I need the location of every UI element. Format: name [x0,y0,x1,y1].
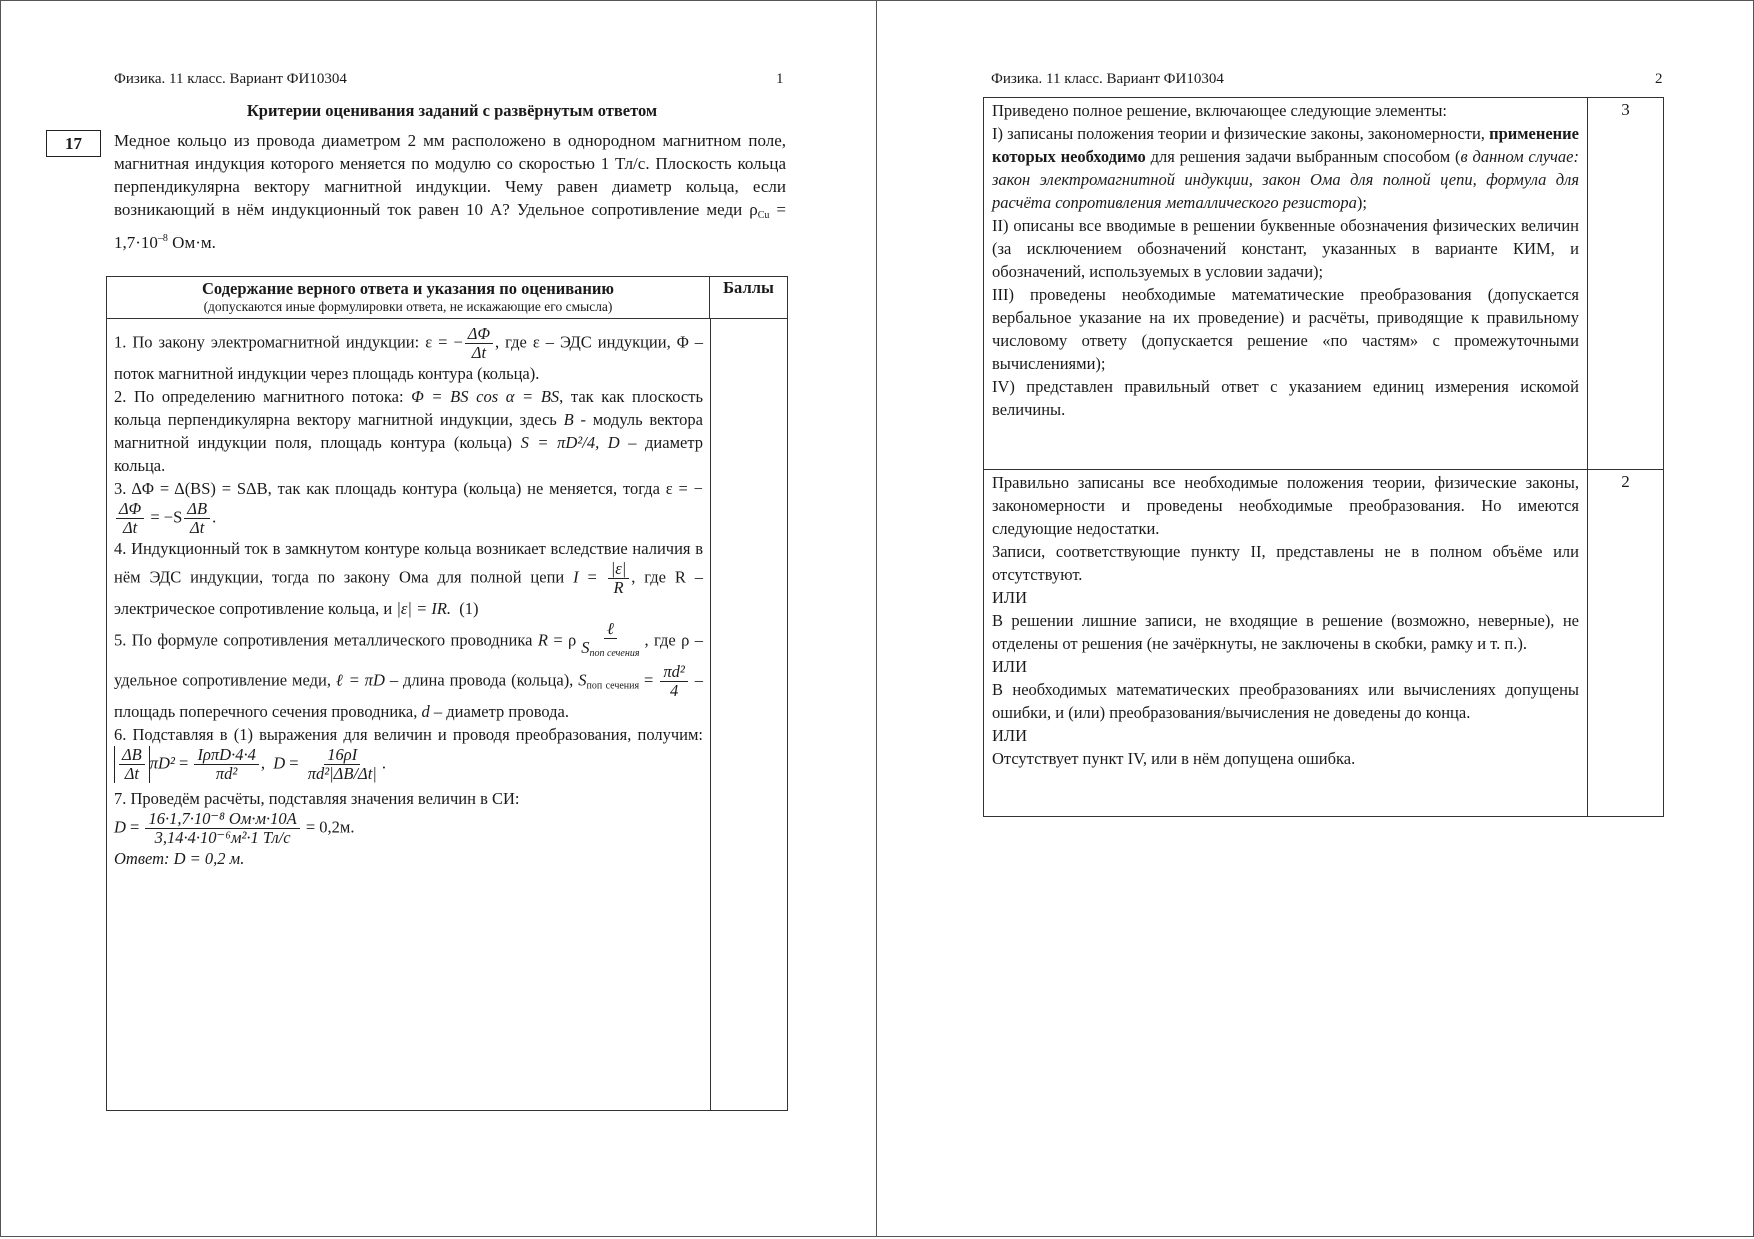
step-1: 1. По закону электромагнитной индукции: ε = − $\frac{\Delta\Phi}{\Delta t}$ , где ε – ЭДС индукции, Φ – поток магнитной индукции через площадь контура (кольца). [114,324,704,383]
task-number-box: 17 [46,130,101,157]
criteria-row-3-points: Приведено полное решение, включающее следующие элементы: I) записаны положения теории и физические законы, закономерности, применение которых необходимо для решения задачи выбранным способом (в данном случае: закон электромагнитной индукции, закон Ома для полной цепи, формула для расчёта сопротивления металлического резистора); II) описаны все вводимые в решении буквенные обозначения физических величин (за исключением обозначений констант, указанных в варианте КИМ, и обозначений, используемых в условии задачи); III) проведены необходимые математические преобразования (допускается вербальное указание на их проведение) и расчёты, приводящие к правильному числовому ответу (допускается решение «по частям» с промежуточными вычислениями); IV) представлен правильный ответ с указанием единиц измерения искомой величины. [984,98,1588,470]
table-header-content: Содержание верного ответа и указания по оцениванию (допускаются иные формулировки ответа, не искажающие его смысла) [107,277,710,319]
task-condition: Медное кольцо из провода диаметром 2 мм расположено в однородном магнитном поле, магнитная индукция которого меняется по модулю со скоростью 1 Тл/с. Плоскость кольца перпендикулярна вектору магнитной индукции. Чему равен диаметр кольца, если возникающий в нём индукционный ток равен 10 А? Удельное сопротивление меди $\rho_{Cu} = 1,7\cdot 10^{-8}$ Ом·м. [114,131,787,252]
document-title: Критерии оценивания заданий с развёрнутым ответом [246,101,658,120]
step-3: 3. ΔΦ = Δ(BS) = SΔB, так как площадь контура (кольца) не меняется, тогда ε = − $\frac{\Delta\Phi}{\Delta t}$ = −S $\frac{\Delta B}{\Delta t}$ . [114,479,703,537]
criteria-row-2-points: Правильно записаны все необходимые положения теории, физические законы, закономерности и проведены необходимые преобразования. Но имеются следующие недостатки. Записи, соответствующие пункту II, представлены не в полном объёме или отсутствуют. ИЛИ В решении лишние записи, не входящие в решение (возможно, неверные), не отделены от решения (не зачёркнуты, не заключены в скобки, рамку и т. п.). ИЛИ В необходимых математических преобразованиях или вычислениях допущены ошибки, и (или) преобразования/вычисления не доведены до конца. ИЛИ Отсутствует пункт IV, или в нём допущена ошибка. [984,470,1588,816]
criteria-table-continued [983,97,1664,817]
step-6: 6. Подставляя в (1) выражения для величин и проводя преобразования, получим: $\frac{\Delta B}{\Delta t}$ πD² = $\frac{\text{IρπD·4·4}}{\text{πd²}}$ , D = $\frac{16\rho I}{\text{πd²|ΔB/Δt|}}$ . [114,725,703,783]
page-header: Физика. 11 класс. Вариант ФИ10304 [991,71,1224,87]
page-number: 1 [776,71,784,87]
answer: Ответ: D = 0,2 м. [114,849,245,868]
points-3: 3 [1588,98,1663,470]
page-number: 2 [1655,71,1663,87]
solution-steps [114,325,703,870]
criteria-table [106,276,788,1111]
formula-resistance: $\frac{\text{ℓ}}{S_{поп сечения}}$ [581,619,640,659]
column-divider [710,319,711,1110]
step-2: 2. По определению магнитного потока: Φ = BS cos α = BS, так как плоскость кольца перпендикулярна вектору магнитной индукции, здесь B - модуль вектора магнитной индукции поля, площадь контура (кольца) S = πD²/4, D – диаметр кольца. [114,387,704,475]
step-4: 4. Индукционный ток в замкнутом контуре кольца возникает вследствие наличия в нём ЭДС индукции, тогда по закону Ома для полной цепи I = $\frac{|\varepsilon|}{R}$ , где R – электрическое сопротивление кольца, и |ε| = IR. (1) [114,539,704,618]
step-5: 5. По формуле сопротивления металлического проводника R = ρ $\frac{\text{ℓ}}{S_{поп сечения}}$ , где ρ – удельное сопротивление меди, ℓ = πD – длина провода (кольца), $S_{поп сечения}$ = $\frac{\text{πd²}}{4}$ – площадь поперечного сечения проводника, d – диаметр провода. [114,619,704,721]
formula-ohm: $\frac{|\varepsilon|}{R}$ [608,560,630,597]
formula-calc: $\frac{\text{16·1,7·10⁻⁸ Ом·м·10А}}{\text{3,14·4·10⁻⁶м²·1 Тл/с}}$ [145,810,299,847]
page-header: Физика. 11 класс. Вариант ФИ10304 [114,71,347,87]
page-2 [876,0,1754,1237]
points-2: 2 [1621,472,1630,491]
step-7: 7. Проведём расчёты, подставляя значения величин в СИ: D = $\frac{\text{16·1,7·10⁻⁸ Ом·м·10А}}{\text{3,14·4·10⁻⁶м²·1 Тл/с}}$ = 0,2м. [114,789,520,847]
table-header-points: Баллы [710,277,787,319]
page-1 [0,0,878,1237]
formula-emf: $\frac{\Delta\Phi}{\Delta t}$ [465,325,493,362]
